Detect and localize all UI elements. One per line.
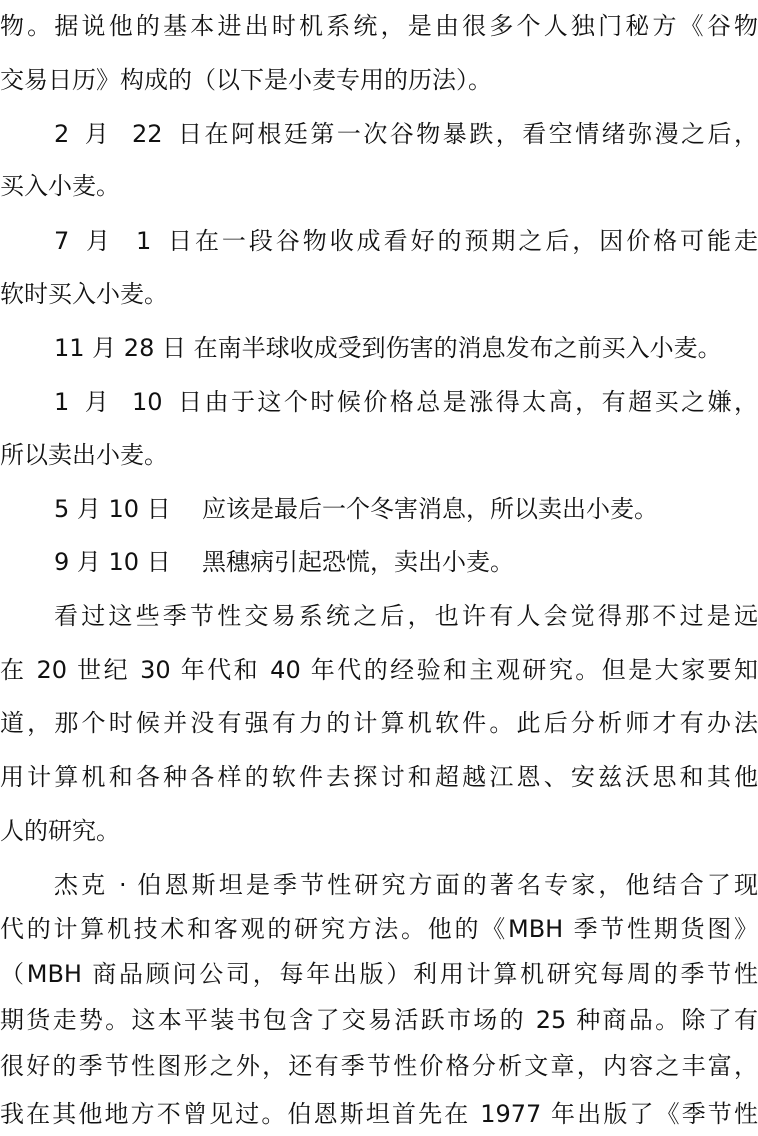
entry-text: 黑穗病引起恐慌，卖出小麦。: [202, 548, 514, 576]
calendar-entry-4: [0, 382, 758, 422]
calendar-entry-3: [0, 328, 722, 368]
bernstein-paragraph-line-6: 我在其他地方不曾见过。伯恩斯坦首先在 1977 年出版了《季节性: [0, 1100, 758, 1128]
entry-date: 2 月 22 日: [54, 120, 202, 148]
entry-text: 应该是最后一个冬害消息，所以卖出小麦。: [202, 495, 658, 523]
bernstein-paragraph-line-2: 代的计算机技术和客观的研究方法。他的《MBH 季节性期货图》: [0, 915, 758, 943]
entry-text: 在一段谷物收成看好的预期之后，因价格可能走: [192, 227, 758, 255]
seasonal-paragraph-line-3: 道，那个时候并没有强有力的计算机软件。此后分析师才有办法: [0, 709, 758, 737]
calendar-entry-1: [0, 114, 758, 154]
intro-line-1: 物。据说他的基本进出时机系统，是由很多个人独门秘方《谷物: [0, 12, 758, 40]
seasonal-paragraph-line-1: 看过这些季节性交易系统之后，也许有人会觉得那不过是远: [54, 602, 758, 630]
bernstein-paragraph-line-4: 期货走势。这本平装书包含了交易活跃市场的 25 种商品。除了有: [0, 1006, 758, 1034]
calendar-entry-2-line-2: 软时买入小麦。: [0, 280, 168, 308]
entry-date: 7 月 1 日: [54, 227, 192, 255]
seasonal-paragraph-line-2: 在 20 世纪 30 年代和 40 年代的经验和主观研究。但是大家要知: [0, 656, 758, 684]
calendar-entry-4-line-2: 所以卖出小麦。: [0, 441, 168, 469]
calendar-entry-5: [0, 489, 658, 529]
entry-date: 9 月 10 日: [54, 548, 171, 576]
entry-text: 在南半球收成受到伤害的消息发布之前买入小麦。: [193, 334, 722, 362]
bernstein-paragraph-line-5: 很好的季节性图形之外，还有季节性价格分析文章，内容之丰富，: [0, 1052, 758, 1080]
entry-date: 11 月 28 日: [54, 334, 186, 362]
intro-line-2: 交易日历》构成的（以下是小麦专用的历法）。: [0, 66, 492, 94]
seasonal-paragraph-line-4: 用计算机和各种各样的软件去探讨和超越江恩、安兹沃思和其他: [0, 763, 758, 791]
entry-date: 1 月 10 日: [54, 388, 202, 416]
entry-date: 5 月 10 日: [54, 495, 171, 523]
entry-text: 在阿根廷第一次谷物暴跌，看空情绪弥漫之后，: [202, 120, 758, 148]
entry-text: 由于这个时候价格总是涨得太高，有超买之嫌，: [202, 388, 758, 416]
calendar-entry-1-line-2: 买入小麦。: [0, 172, 120, 200]
calendar-entry-2: [0, 221, 758, 261]
bernstein-paragraph-line-1: 杰克 · 伯恩斯坦是季节性研究方面的著名专家，他结合了现: [54, 871, 758, 899]
calendar-entry-6: [0, 542, 514, 582]
seasonal-paragraph-line-5: 人的研究。: [0, 817, 120, 845]
bernstein-paragraph-line-3: （MBH 商品顾问公司，每年出版）利用计算机研究每周的季节性: [0, 960, 758, 988]
